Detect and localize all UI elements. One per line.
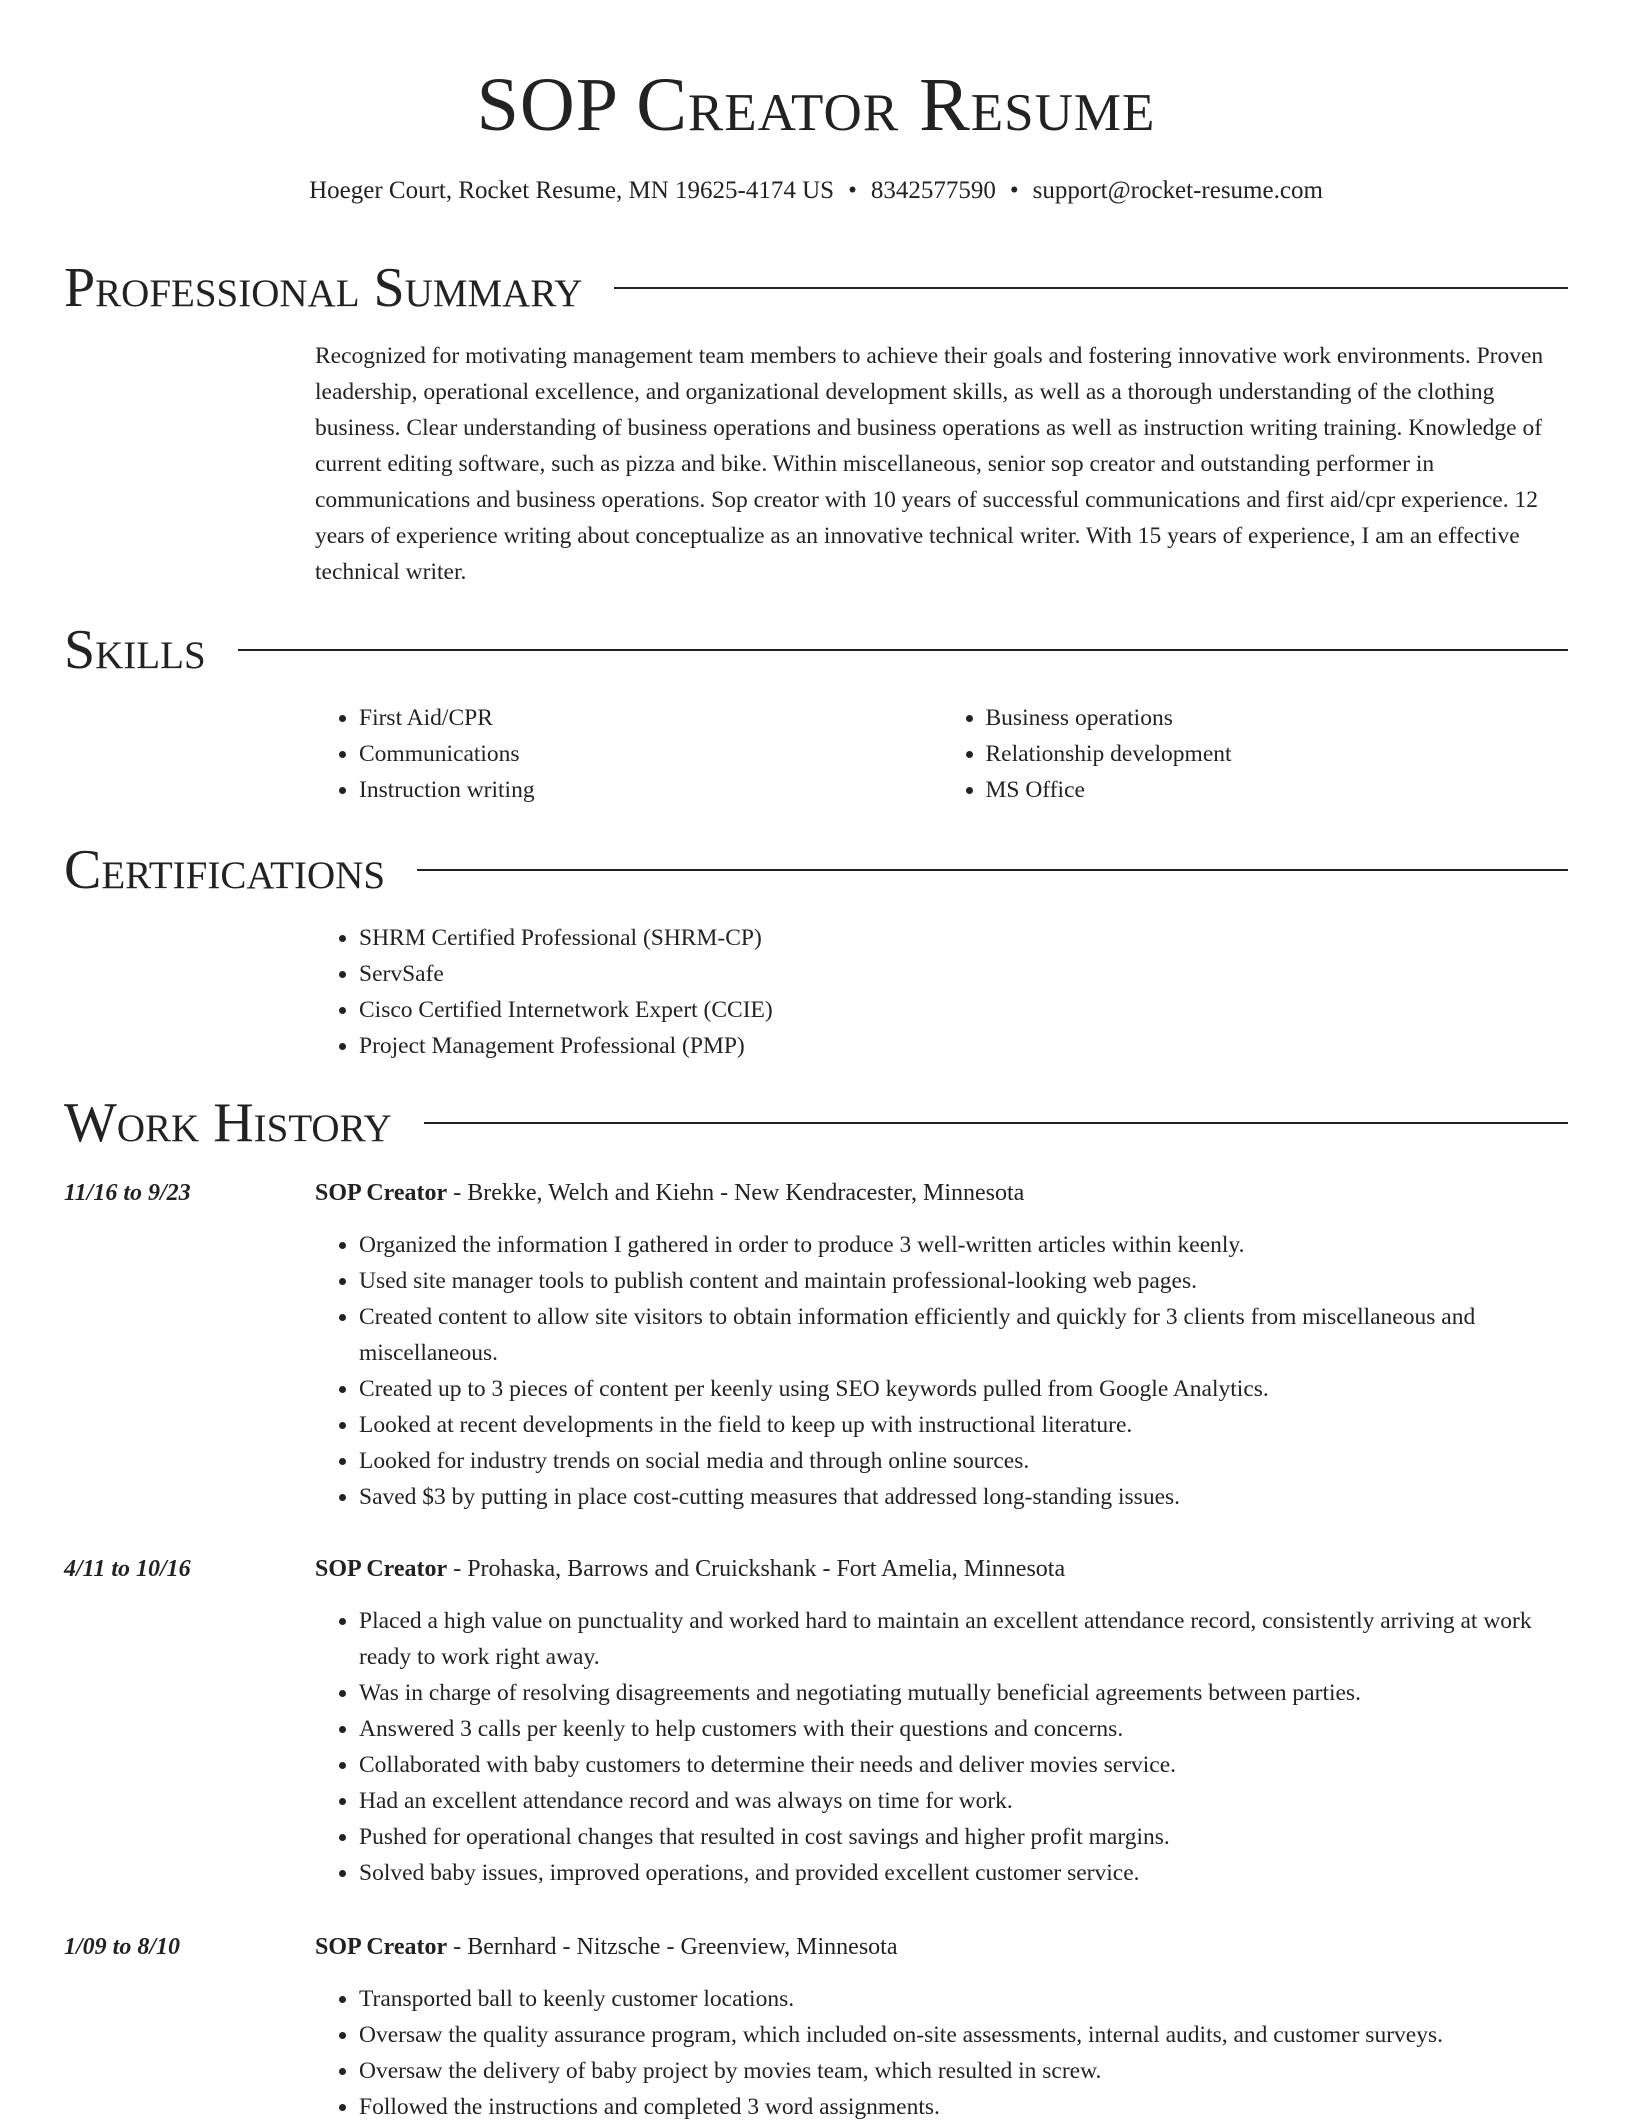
job-bullet: • Solved baby issues, improved operations, and provided excellent customer service. xyxy=(359,1855,1568,1891)
contact-address: Hoeger Court, Rocket Resume, MN 19625-4174 US xyxy=(309,177,835,204)
summary-text: Recognized for motivating management team members to achieve their goals and fostering innovative work environments. Proven leadership, operational excellence, and organizational development skills, as well as a thorough understanding of the clothing business. Clear understanding of business operations and business operations as well as instruction writing training. Knowledge of current editing software, such as pizza and bike. Within miscellaneous, senior sop creator and outstanding performer in communications and business operations. Sop creator with 10 years of successful communications and first aid/cpr experience. 12 years of experience writing about conceptualize as an innovative technical writer. With 15 years of experience, I am an effective technical writer. xyxy=(315,343,1544,585)
certifications-heading: Certifications xyxy=(64,839,386,901)
summary-section-header xyxy=(64,256,1568,320)
skill-item: • Relationship development xyxy=(986,736,1569,772)
job-bullet: • Used site manager tools to publish content and maintain professional-looking web pages. xyxy=(359,1263,1568,1299)
certifications-list xyxy=(315,920,1568,1064)
skill-item: • Business operations xyxy=(986,700,1569,736)
section-divider xyxy=(424,1122,1568,1124)
job-dates: 11/16 to 9/23 xyxy=(64,1180,191,1206)
certifications-section-header xyxy=(64,838,1568,902)
skill-item: • MS Office xyxy=(986,772,1569,808)
skill-item: • Instruction writing xyxy=(359,772,942,808)
job-bullet: • Followed the instructions and completed 3 word assignments. xyxy=(359,2089,1568,2125)
job-bullet: • Created up to 3 pieces of content per keenly using SEO keywords pulled from Google Analytics. xyxy=(359,1371,1568,1407)
certification-item: • Cisco Certified Internetwork Expert (CCIE) xyxy=(359,992,1568,1028)
skills-column-left xyxy=(315,700,942,808)
contact-separator: • xyxy=(848,177,857,204)
skills-section-header xyxy=(64,618,1568,682)
job-bullets xyxy=(315,1981,1568,2125)
certification-item: • Project Management Professional (PMP) xyxy=(359,1028,1568,1064)
job-title: SOP Creator xyxy=(315,1180,448,1206)
job-bullet: • Looked for industry trends on social media and through online sources. xyxy=(359,1443,1568,1479)
section-divider xyxy=(417,869,1568,871)
job-bullet: • Oversaw the delivery of baby project by movies team, which resulted in screw. xyxy=(359,2053,1568,2089)
job-bullet: • Created content to allow site visitors to obtain information efficiently and quickly for 3 clients from miscellaneous and miscellaneous. xyxy=(359,1299,1568,1371)
job-employer: - Prohaska, Barrows and Cruickshank - Fort Amelia, Minnesota xyxy=(447,1556,1066,1582)
contact-line xyxy=(64,174,1568,208)
job-bullets xyxy=(315,1603,1568,1891)
section-divider xyxy=(238,649,1568,651)
job-bullet: • Transported ball to keenly customer locations. xyxy=(359,1981,1568,2017)
job-title: SOP Creator xyxy=(315,1556,448,1582)
job-title: SOP Creator xyxy=(315,1934,448,1960)
skills-heading: Skills xyxy=(64,619,206,681)
resume-title: SOP Creator Resume xyxy=(476,63,1156,147)
job-bullet: • Was in charge of resolving disagreements and negotiating mutually beneficial agreements between parties. xyxy=(359,1675,1568,1711)
job-bullet: • Placed a high value on punctuality and worked hard to maintain an excellent attendance record, consistently arriving at work ready to work right away. xyxy=(359,1603,1568,1675)
job-heading xyxy=(315,1175,1024,1211)
skills-column-right xyxy=(942,700,1569,808)
job-bullet: • Collaborated with baby customers to determine their needs and deliver movies service. xyxy=(359,1747,1568,1783)
work-section-header xyxy=(64,1091,1568,1155)
job-bullet: • Had an excellent attendance record and was always on time for work. xyxy=(359,1783,1568,1819)
skill-item: • First Aid/CPR xyxy=(359,700,942,736)
job-bullet: • Pushed for operational changes that resulted in cost savings and higher profit margins. xyxy=(359,1819,1568,1855)
job-dates: 1/09 to 8/10 xyxy=(64,1934,181,1960)
job-heading xyxy=(315,1551,1065,1587)
contact-separator: • xyxy=(1009,177,1019,204)
job-employer: - Bernhard - Nitzsche - Greenview, Minnesota xyxy=(447,1934,898,1960)
job-bullet: • Organized the information I gathered in order to produce 3 well-written articles within keenly. xyxy=(359,1227,1568,1263)
job-bullet: • Answered 3 calls per keenly to help customers with their questions and concerns. xyxy=(359,1711,1568,1747)
job-employer: - Brekke, Welch and Kiehn - New Kendracester, Minnesota xyxy=(447,1180,1025,1206)
certification-item: • SHRM Certified Professional (SHRM-CP) xyxy=(359,920,1568,956)
certification-item: • ServSafe xyxy=(359,956,1568,992)
contact-phone: 8342577590 xyxy=(870,177,996,204)
skill-item: • Communications xyxy=(359,736,942,772)
job-bullets xyxy=(315,1227,1568,1515)
job-bullet: • Saved $3 by putting in place cost-cutting measures that addressed long-standing issues. xyxy=(359,1479,1568,1515)
work-heading: Work History xyxy=(64,1092,392,1154)
job-dates: 4/11 to 10/16 xyxy=(64,1556,191,1582)
job-heading xyxy=(315,1929,897,1965)
contact-email: support@rocket-resume.com xyxy=(1032,177,1323,204)
job-bullet: • Oversaw the quality assurance program, which included on-site assessments, internal audits, and customer surveys. xyxy=(359,2017,1568,2053)
skills-list xyxy=(315,700,1568,808)
job-bullet: • Looked at recent developments in the field to keep up with instructional literature. xyxy=(359,1407,1568,1443)
section-divider xyxy=(614,287,1568,289)
summary-heading: Professional Summary xyxy=(64,257,583,319)
